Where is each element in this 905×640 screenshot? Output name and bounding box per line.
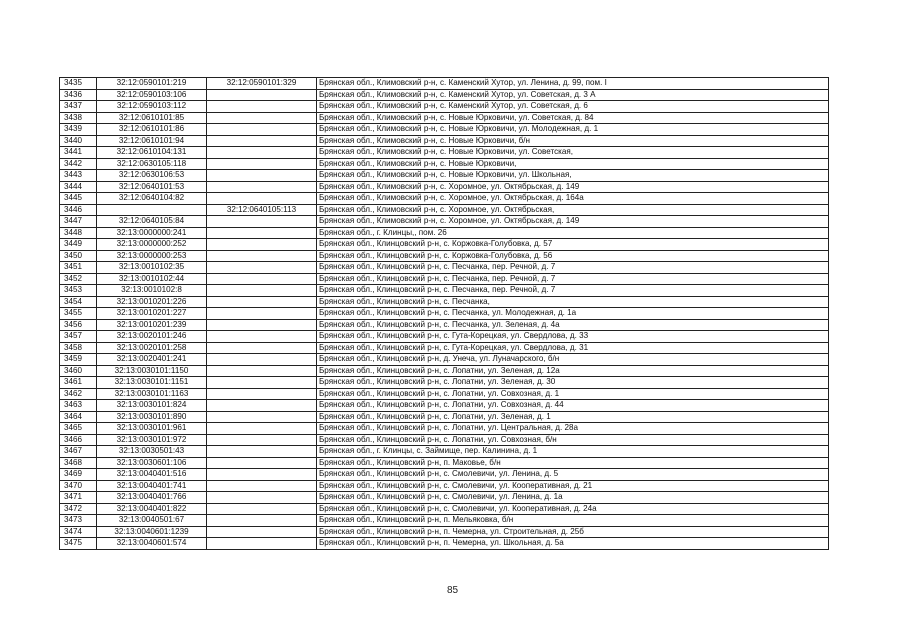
- address-cell: Брянская обл., Клинцовский р-н, с. Гута-Корецкая, ул. Свердлова, д. 31: [317, 342, 829, 354]
- related-cadastral-number-cell: [207, 273, 317, 285]
- table-row: [60, 135, 829, 147]
- row-number-cell: 3463: [60, 400, 97, 412]
- row-number-cell: 3453: [60, 285, 97, 297]
- row-number-cell: 3469: [60, 469, 97, 481]
- related-cadastral-number-cell: [207, 89, 317, 101]
- address-cell: Брянская обл., Климовский р-н, с. Новые Юрковичи,: [317, 158, 829, 170]
- address-cell: Брянская обл., Климовский р-н, с. Каменский Хутор, ул. Ленина, д. 99, пом. I: [317, 78, 829, 90]
- cadastral-number-cell: 32:13:0040501:67: [97, 515, 207, 527]
- address-cell: Брянская обл., Клинцовский р-н, с. Лопатни, ул. Совхозная, д. 44: [317, 400, 829, 412]
- table-row: [60, 170, 829, 182]
- address-cell: Брянская обл., Клинцовский р-н, с. Лопатни, ул. Центральная, д. 28а: [317, 423, 829, 435]
- table-row: [60, 250, 829, 262]
- table-row: [60, 78, 829, 90]
- row-number-cell: 3466: [60, 434, 97, 446]
- cadastral-number-cell: 32:13:0040401:741: [97, 480, 207, 492]
- table-row: [60, 193, 829, 205]
- related-cadastral-number-cell: [207, 342, 317, 354]
- row-number-cell: 3471: [60, 492, 97, 504]
- cadastral-number-cell: 32:13:0000000:241: [97, 227, 207, 239]
- row-number-cell: 3462: [60, 388, 97, 400]
- address-cell: Брянская обл., Климовский р-н, с. Новые Юрковичи, ул. Молодежная, д. 1: [317, 124, 829, 136]
- address-cell: Брянская обл., Климовский р-н, с. Хоромное, ул. Октябрьская, д. 149: [317, 181, 829, 193]
- address-cell: Брянская обл., Клинцовский р-н, п. Маковье, б/н: [317, 457, 829, 469]
- table-row: [60, 469, 829, 481]
- row-number-cell: 3459: [60, 354, 97, 366]
- related-cadastral-number-cell: [207, 227, 317, 239]
- cadastral-number-cell: 32:13:0020101:258: [97, 342, 207, 354]
- related-cadastral-number-cell: [207, 457, 317, 469]
- row-number-cell: 3441: [60, 147, 97, 159]
- address-cell: Брянская обл., Клинцовский р-н, с. Песчанка, пер. Речной, д. 7: [317, 273, 829, 285]
- row-number-cell: 3447: [60, 216, 97, 228]
- cadastral-number-cell: 32:13:0010102:44: [97, 273, 207, 285]
- row-number-cell: 3437: [60, 101, 97, 113]
- related-cadastral-number-cell: [207, 400, 317, 412]
- related-cadastral-number-cell: [207, 377, 317, 389]
- address-cell: Брянская обл., Клинцовский р-н, с. Песчанка, пер. Речной, д. 7: [317, 262, 829, 274]
- cadastral-number-cell: 32:13:0030601:106: [97, 457, 207, 469]
- address-cell: Брянская обл., Климовский р-н, с. Хоромное, ул. Октябрьская, д. 164а: [317, 193, 829, 205]
- table-row: [60, 538, 829, 550]
- cadastral-number-cell: 32:13:0040401:822: [97, 503, 207, 515]
- cadastral-number-cell: 32:12:0640104:82: [97, 193, 207, 205]
- row-number-cell: 3446: [60, 204, 97, 216]
- row-number-cell: 3454: [60, 296, 97, 308]
- row-number-cell: 3436: [60, 89, 97, 101]
- row-number-cell: 3467: [60, 446, 97, 458]
- cadastral-number-cell: 32:13:0000000:252: [97, 239, 207, 251]
- cadastral-number-cell: 32:13:0040401:766: [97, 492, 207, 504]
- address-cell: Брянская обл., Клинцовский р-н, с. Песчанка, ул. Молодежная, д. 1а: [317, 308, 829, 320]
- cadastral-number-cell: 32:13:0020401:241: [97, 354, 207, 366]
- cadastral-number-cell: 32:13:0010102:35: [97, 262, 207, 274]
- address-cell: Брянская обл., Клинцовский р-н, п. Чемерна, ул. Строительная, д. 25б: [317, 526, 829, 538]
- table-row: [60, 101, 829, 113]
- table-row: [60, 181, 829, 193]
- table-row: [60, 239, 829, 251]
- related-cadastral-number-cell: [207, 193, 317, 205]
- related-cadastral-number-cell: [207, 331, 317, 343]
- cadastral-number-cell: 32:13:0040401:516: [97, 469, 207, 481]
- address-cell: Брянская обл., Клинцовский р-н, с. Смолевичи, ул. Ленина, д. 1а: [317, 492, 829, 504]
- address-cell: Брянская обл., Клинцовский р-н, с. Коржовка-Голубовка, д. 56: [317, 250, 829, 262]
- address-cell: Брянская обл., Клинцовский р-н, с. Лопатни, ул. Совхозная, б/н: [317, 434, 829, 446]
- table-row: [60, 446, 829, 458]
- table-row: [60, 400, 829, 412]
- address-cell: Брянская обл., Климовский р-н, с. Каменский Хутор, ул. Советская, д. 3 А: [317, 89, 829, 101]
- related-cadastral-number-cell: [207, 526, 317, 538]
- related-cadastral-number-cell: [207, 503, 317, 515]
- row-number-cell: 3457: [60, 331, 97, 343]
- related-cadastral-number-cell: [207, 158, 317, 170]
- table-row: [60, 216, 829, 228]
- related-cadastral-number-cell: [207, 538, 317, 550]
- cadastral-number-cell: 32:13:0030101:961: [97, 423, 207, 435]
- address-cell: Брянская обл., Клинцовский р-н, с. Смолевичи, ул. Ленина, д. 5: [317, 469, 829, 481]
- related-cadastral-number-cell: [207, 216, 317, 228]
- related-cadastral-number-cell: [207, 181, 317, 193]
- table-row: [60, 457, 829, 469]
- address-cell: Брянская обл., Клинцовский р-н, с. Гута-Корецкая, ул. Свердлова, д. 33: [317, 331, 829, 343]
- related-cadastral-number-cell: [207, 354, 317, 366]
- table-row: [60, 319, 829, 331]
- row-number-cell: 3450: [60, 250, 97, 262]
- row-number-cell: 3472: [60, 503, 97, 515]
- table-row: [60, 388, 829, 400]
- related-cadastral-number-cell: [207, 135, 317, 147]
- address-cell: Брянская обл., Клинцовский р-н, с. Лопатни, ул. Зеленая, д. 30: [317, 377, 829, 389]
- address-cell: Брянская обл., г. Клинцы,, пом. 26: [317, 227, 829, 239]
- table-row: [60, 124, 829, 136]
- row-number-cell: 3444: [60, 181, 97, 193]
- address-cell: Брянская обл., Клинцовский р-н, с. Лопатни, ул. Совхозная, д. 1: [317, 388, 829, 400]
- property-table: [59, 77, 829, 550]
- related-cadastral-number-cell: [207, 308, 317, 320]
- related-cadastral-number-cell: 32:12:0590101:329: [207, 78, 317, 90]
- cadastral-number-cell: 32:13:0020101:246: [97, 331, 207, 343]
- cadastral-number-cell: [97, 204, 207, 216]
- row-number-cell: 3445: [60, 193, 97, 205]
- table-row: [60, 204, 829, 216]
- table-row: [60, 342, 829, 354]
- row-number-cell: 3439: [60, 124, 97, 136]
- related-cadastral-number-cell: [207, 388, 317, 400]
- property-table-body: [60, 78, 829, 550]
- related-cadastral-number-cell: [207, 492, 317, 504]
- related-cadastral-number-cell: [207, 423, 317, 435]
- cadastral-number-cell: 32:13:0030501:43: [97, 446, 207, 458]
- related-cadastral-number-cell: [207, 101, 317, 113]
- table-row: [60, 377, 829, 389]
- address-cell: Брянская обл., Клинцовский р-н, п. Чемерна, ул. Школьная, д. 5а: [317, 538, 829, 550]
- related-cadastral-number-cell: [207, 285, 317, 297]
- cadastral-number-cell: 32:13:0040601:574: [97, 538, 207, 550]
- cadastral-number-cell: 32:12:0610101:94: [97, 135, 207, 147]
- address-cell: Брянская обл., Клинцовский р-н, с. Смолевичи, ул. Кооперативная, д. 21: [317, 480, 829, 492]
- row-number-cell: 3438: [60, 112, 97, 124]
- cadastral-number-cell: 32:13:0040601:1239: [97, 526, 207, 538]
- row-number-cell: 3456: [60, 319, 97, 331]
- related-cadastral-number-cell: [207, 365, 317, 377]
- table-row: [60, 503, 829, 515]
- row-number-cell: 3473: [60, 515, 97, 527]
- table-row: [60, 147, 829, 159]
- table-row: [60, 354, 829, 366]
- address-cell: Брянская обл., Клинцовский р-н, с. Песчанка, пер. Речной, д. 7: [317, 285, 829, 297]
- table-row: [60, 296, 829, 308]
- table-row: [60, 331, 829, 343]
- cadastral-number-cell: 32:13:0030101:824: [97, 400, 207, 412]
- related-cadastral-number-cell: [207, 170, 317, 182]
- cadastral-number-cell: 32:13:0010201:227: [97, 308, 207, 320]
- cadastral-number-cell: 32:13:0010201:226: [97, 296, 207, 308]
- related-cadastral-number-cell: [207, 469, 317, 481]
- related-cadastral-number-cell: [207, 296, 317, 308]
- row-number-cell: 3440: [60, 135, 97, 147]
- cadastral-number-cell: 32:13:0010102:8: [97, 285, 207, 297]
- page-number: 85: [446, 585, 459, 596]
- address-cell: Брянская обл., Клинцовский р-н, с. Смолевичи, ул. Кооперативная, д. 24а: [317, 503, 829, 515]
- cadastral-number-cell: 32:12:0630106:53: [97, 170, 207, 182]
- address-cell: Брянская обл., Климовский р-н, с. Новые Юрковичи, ул. Школьная,: [317, 170, 829, 182]
- address-cell: Брянская обл., Клинцовский р-н, п. Мельяковка, б/н: [317, 515, 829, 527]
- table-row: [60, 285, 829, 297]
- row-number-cell: 3464: [60, 411, 97, 423]
- row-number-cell: 3443: [60, 170, 97, 182]
- table-row: [60, 262, 829, 274]
- cadastral-number-cell: 32:13:0030101:1150: [97, 365, 207, 377]
- cadastral-number-cell: 32:12:0610101:86: [97, 124, 207, 136]
- row-number-cell: 3460: [60, 365, 97, 377]
- cadastral-number-cell: 32:13:0030101:1163: [97, 388, 207, 400]
- table-row: [60, 89, 829, 101]
- related-cadastral-number-cell: 32:12:0640105:113: [207, 204, 317, 216]
- address-cell: Брянская обл., Климовский р-н, с. Новые Юрковичи, б/н: [317, 135, 829, 147]
- table-row: [60, 112, 829, 124]
- row-number-cell: 3465: [60, 423, 97, 435]
- address-cell: Брянская обл., Климовский р-н, с. Хоромное, ул. Октябрьская,: [317, 204, 829, 216]
- row-number-cell: 3458: [60, 342, 97, 354]
- related-cadastral-number-cell: [207, 434, 317, 446]
- related-cadastral-number-cell: [207, 262, 317, 274]
- related-cadastral-number-cell: [207, 411, 317, 423]
- address-cell: Брянская обл., Климовский р-н, с. Новые Юрковичи, ул. Советская,: [317, 147, 829, 159]
- address-cell: Брянская обл., Климовский р-н, с. Каменский Хутор, ул. Советская, д. 6: [317, 101, 829, 113]
- row-number-cell: 3448: [60, 227, 97, 239]
- address-cell: Брянская обл., Климовский р-н, с. Хоромное, ул. Октябрьская, д. 149: [317, 216, 829, 228]
- row-number-cell: 3451: [60, 262, 97, 274]
- related-cadastral-number-cell: [207, 147, 317, 159]
- table-row: [60, 411, 829, 423]
- cadastral-number-cell: 32:12:0590101:219: [97, 78, 207, 90]
- row-number-cell: 3452: [60, 273, 97, 285]
- related-cadastral-number-cell: [207, 515, 317, 527]
- row-number-cell: 3470: [60, 480, 97, 492]
- table-row: [60, 526, 829, 538]
- cadastral-number-cell: 32:13:0000000:253: [97, 250, 207, 262]
- row-number-cell: 3435: [60, 78, 97, 90]
- address-cell: Брянская обл., Клинцовский р-н, с. Коржовка-Голубовка, д. 57: [317, 239, 829, 251]
- table-row: [60, 158, 829, 170]
- table-row: [60, 434, 829, 446]
- related-cadastral-number-cell: [207, 250, 317, 262]
- row-number-cell: 3449: [60, 239, 97, 251]
- address-cell: Брянская обл., Климовский р-н, с. Новые Юрковичи, ул. Советская, д. 84: [317, 112, 829, 124]
- cadastral-number-cell: 32:12:0610104:131: [97, 147, 207, 159]
- related-cadastral-number-cell: [207, 124, 317, 136]
- related-cadastral-number-cell: [207, 239, 317, 251]
- cadastral-number-cell: 32:13:0030101:972: [97, 434, 207, 446]
- address-cell: Брянская обл., Клинцовский р-н, с. Лопатни, ул. Зеленая, д. 12а: [317, 365, 829, 377]
- table-row: [60, 492, 829, 504]
- table-row: [60, 515, 829, 527]
- cadastral-number-cell: 32:12:0590103:106: [97, 89, 207, 101]
- cadastral-number-cell: 32:12:0640105:84: [97, 216, 207, 228]
- row-number-cell: 3461: [60, 377, 97, 389]
- address-cell: Брянская обл., Клинцовский р-н, д. Унеча, ул. Луначарского, б/н: [317, 354, 829, 366]
- table-row: [60, 308, 829, 320]
- table-row: [60, 423, 829, 435]
- cadastral-number-cell: 32:13:0010201:239: [97, 319, 207, 331]
- row-number-cell: 3455: [60, 308, 97, 320]
- row-number-cell: 3468: [60, 457, 97, 469]
- cadastral-number-cell: 32:13:0030101:1151: [97, 377, 207, 389]
- cadastral-number-cell: 32:12:0640101:53: [97, 181, 207, 193]
- related-cadastral-number-cell: [207, 446, 317, 458]
- cadastral-number-cell: 32:12:0630105:118: [97, 158, 207, 170]
- address-cell: Брянская обл., Клинцовский р-н, с. Лопатни, ул. Зеленая, д. 1: [317, 411, 829, 423]
- row-number-cell: 3442: [60, 158, 97, 170]
- cadastral-number-cell: 32:12:0590103:112: [97, 101, 207, 113]
- address-cell: Брянская обл., г. Клинцы, с. Займище, пер. Калинина, д. 1: [317, 446, 829, 458]
- table-row: [60, 273, 829, 285]
- related-cadastral-number-cell: [207, 480, 317, 492]
- table-row: [60, 480, 829, 492]
- cadastral-number-cell: 32:13:0030101:890: [97, 411, 207, 423]
- related-cadastral-number-cell: [207, 319, 317, 331]
- cadastral-number-cell: 32:12:0610101:85: [97, 112, 207, 124]
- address-cell: Брянская обл., Клинцовский р-н, с. Песчанка, ул. Зеленая, д. 4а: [317, 319, 829, 331]
- address-cell: Брянская обл., Клинцовский р-н, с. Песчанка,: [317, 296, 829, 308]
- row-number-cell: 3475: [60, 538, 97, 550]
- table-row: [60, 365, 829, 377]
- table-row: [60, 227, 829, 239]
- related-cadastral-number-cell: [207, 112, 317, 124]
- row-number-cell: 3474: [60, 526, 97, 538]
